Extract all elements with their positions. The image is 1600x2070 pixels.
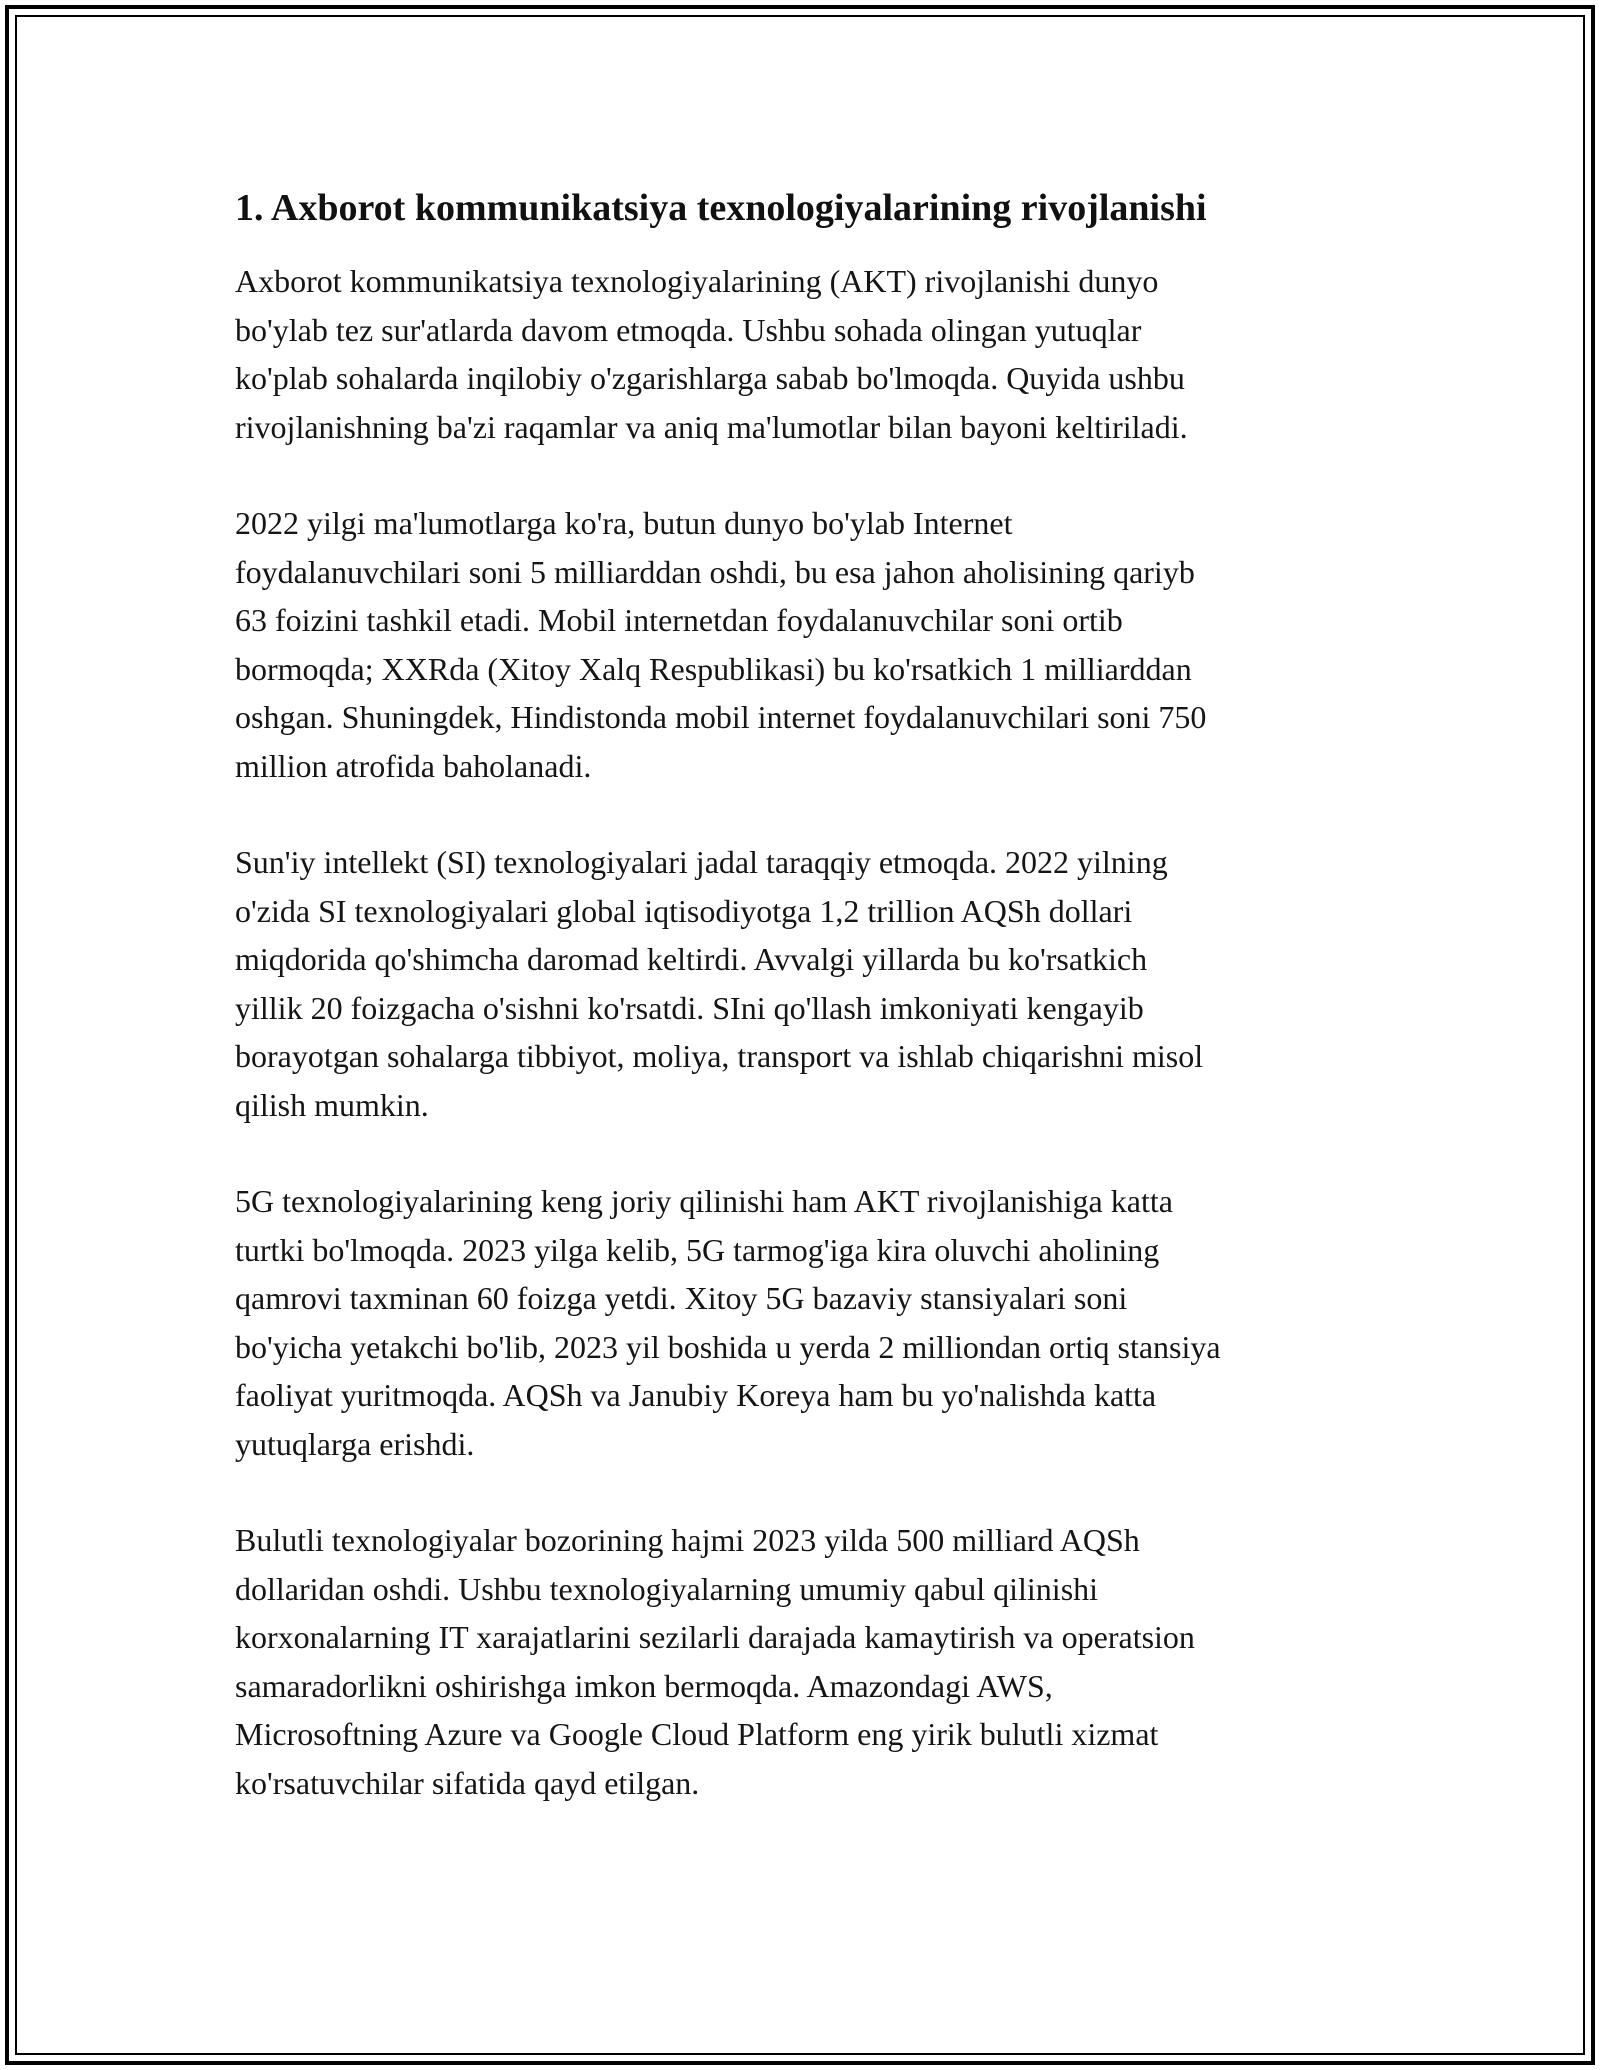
text-line: Axborot kommunikatsiya texnologiyalarining (AKT) rivojlanishi dunyo <box>235 263 1159 299</box>
text-line: samaradorlikni oshirishga imkon bermoqda. Amazondagi AWS, <box>235 1667 1053 1704</box>
text-line: foydalanuvchilari soni 5 milliarddan oshdi, bu esa jahon aholisining qariyb <box>235 553 1195 590</box>
text-line: dollaridan oshdi. Ushbu texnologiyalarning umumiy qabul qilinishi <box>235 1570 1099 1607</box>
text-line: faoliyat yuritmoqda. AQSh va Janubiy Koreya ham bu yo'nalishda katta <box>235 1377 1157 1413</box>
document-body <box>235 185 1375 1855</box>
text-line: Sun'iy intellekt (SI) texnologiyalari jadal taraqqiy etmoqda. 2022 yilning <box>235 844 1168 880</box>
text-line: borayotgan sohalarga tibbiyot, moliya, transport va ishlab chiqarishni misol <box>235 1038 1204 1074</box>
section-heading: 1. Axborot kommunikatsiya texnologiyalarining rivojlanishi <box>235 187 1207 229</box>
text-line: yutuqlarga erishdi. <box>235 1425 475 1462</box>
text-line: yillik 20 foizgacha o'sishni ko'rsatdi. SIni qo'llash imkoniyati kengayib <box>235 989 1144 1026</box>
text-line: Bulutli texnologiyalar bozorining hajmi 2023 yilda 500 milliard AQSh <box>235 1522 1140 1558</box>
text-line: million atrofida baholanadi. <box>235 747 592 784</box>
text-line: bo'ylab tez sur'atlarda davom etmoqda. Ushbu sohada olingan yutuqlar <box>235 311 1142 348</box>
text-line: ko'plab sohalarda inqilobiy o'zgarishlarga sabab bo'lmoqda. Quyida ushbu <box>235 360 1185 396</box>
text-line: oshgan. Shuningdek, Hindistonda mobil internet foydalanuvchilari soni 750 <box>235 699 1207 735</box>
text-line: bo'yicha yetakchi bo'lib, 2023 yil boshida u yerda 2 milliondan ortiq stansiya <box>235 1328 1221 1365</box>
text-line: ko'rsatuvchilar sifatida qayd etilgan. <box>235 1764 700 1801</box>
paragraph-5g <box>235 1177 1375 1468</box>
text-line: korxonalarning IT xarajatlarini sezilarli darajada kamaytirish va operatsion <box>235 1619 1195 1655</box>
paragraph-internet-users <box>235 499 1375 790</box>
text-line: Microsoftning Azure va Google Cloud Platform eng yirik bulutli xizmat <box>235 1716 1159 1752</box>
text-line: bormoqda; XXRda (Xitoy Xalq Respublikasi) bu ko'rsatkich 1 milliarddan <box>235 650 1192 687</box>
text-line: 5G texnologiyalarining keng joriy qilinishi ham AKT rivojlanishiga katta <box>235 1183 1173 1219</box>
paragraph-intro <box>235 257 1375 451</box>
text-line: 63 foizini tashkil etadi. Mobil internetdan foydalanuvchilar soni ortib <box>235 602 1123 638</box>
paragraph-cloud <box>235 1516 1375 1807</box>
text-line: o'zida SI texnologiyalari global iqtisodiyotga 1,2 trillion AQSh dollari <box>235 892 1133 929</box>
text-line: turtki bo'lmoqda. 2023 yilga kelib, 5G tarmog'iga kira oluvchi aholining <box>235 1231 1160 1268</box>
paragraph-artificial-intelligence <box>235 838 1375 1129</box>
text-line: rivojlanishning ba'zi raqamlar va aniq ma'lumotlar bilan bayoni keltiriladi. <box>235 408 1188 445</box>
text-line: qamrovi taxminan 60 foizga yetdi. Xitoy 5G bazaviy stansiyalari soni <box>235 1280 1128 1316</box>
text-line: miqdorida qo'shimcha daromad keltirdi. Avvalgi yillarda bu ko'rsatkich <box>235 941 1148 977</box>
text-line: qilish mumkin. <box>235 1086 429 1123</box>
text-line: 2022 yilgi ma'lumotlarga ko'ra, butun dunyo bo'ylab Internet <box>235 505 1013 541</box>
